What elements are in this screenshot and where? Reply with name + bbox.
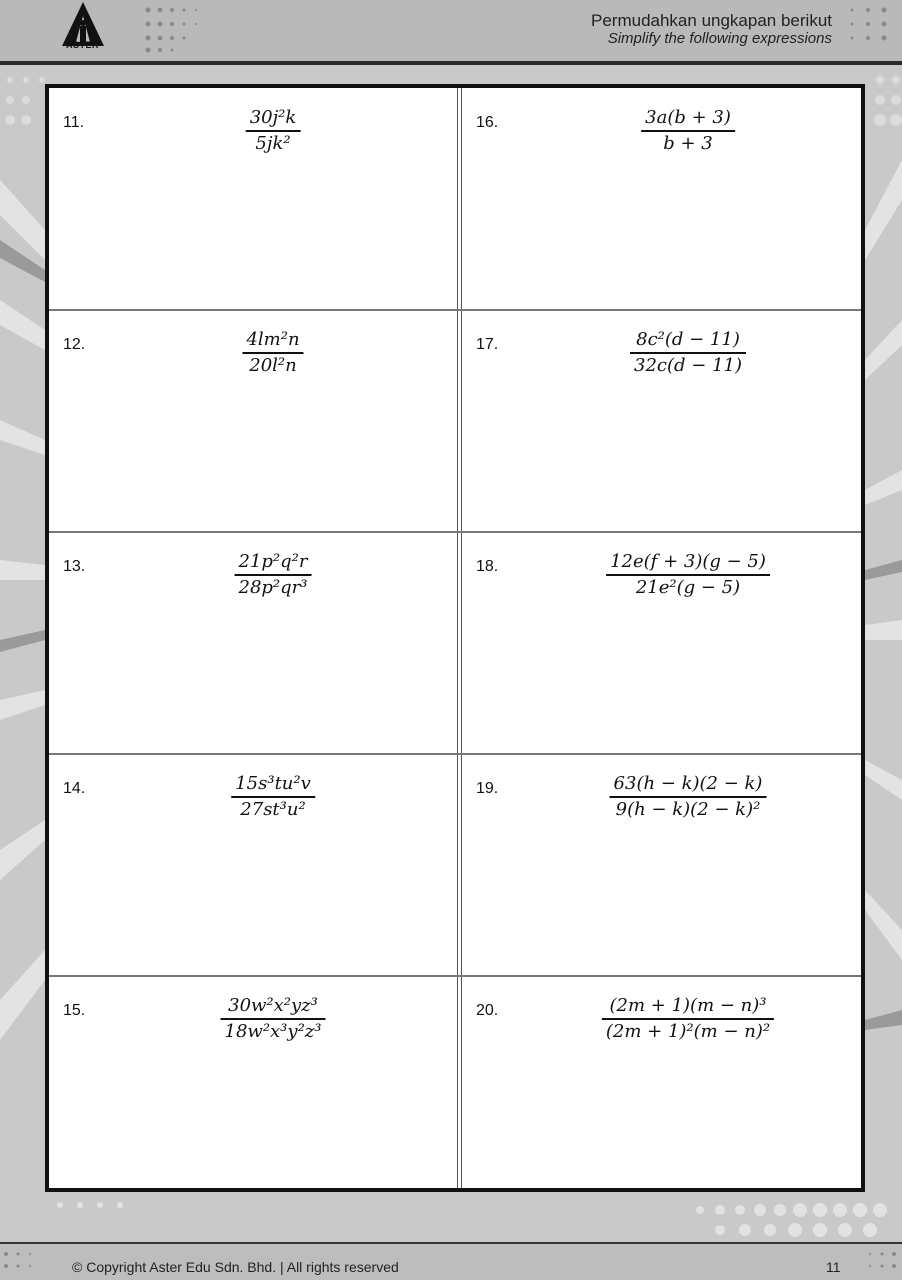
question-number: 17. [476, 336, 499, 353]
numerator: 30w²x²yz³ [228, 995, 318, 1016]
fraction-expression [602, 994, 774, 1044]
question-cell-15[interactable] [49, 976, 457, 1188]
header-divider [0, 61, 902, 65]
fraction-expression [235, 550, 312, 600]
question-cell-19[interactable] [462, 754, 861, 975]
numerator: 12e(f + 3)(g − 5) [610, 551, 766, 572]
numerator: 21p²q²r [238, 551, 308, 572]
logo-text: ASTER [66, 40, 100, 50]
denominator: 27st³u² [240, 798, 306, 820]
copyright-notice: © Copyright Aster Edu Sdn. Bhd. | All rights reserved [72, 1259, 399, 1275]
fraction-expression [641, 106, 735, 156]
footer-dot-pattern-right [862, 1248, 902, 1278]
question-number: 16. [476, 114, 499, 131]
denominator: 32c(d − 11) [634, 354, 742, 376]
fraction-expression [610, 772, 767, 822]
denominator: 28p²qr³ [238, 576, 308, 598]
question-cell-20[interactable] [462, 976, 861, 1188]
page-number: 11 [826, 1259, 841, 1275]
question-cell-12[interactable] [49, 310, 457, 531]
denominator: 21e²(g − 5) [635, 576, 741, 598]
instruction-title-malay: Permudahkan ungkapan berikut [591, 11, 832, 30]
question-cell-18[interactable] [462, 532, 861, 753]
header-dot-pattern-right [840, 4, 902, 54]
denominator: (2m + 1)²(m − n)² [605, 1020, 771, 1042]
question-number: 14. [63, 780, 86, 797]
denominator: 5jk² [255, 132, 291, 154]
question-grid [45, 84, 865, 1192]
question-number: 18. [476, 558, 499, 575]
question-cell-16[interactable] [462, 88, 861, 309]
numerator: 3a(b + 3) [645, 107, 731, 128]
fraction-expression [246, 106, 301, 156]
denominator: 18w²x³y²z³ [224, 1020, 322, 1042]
question-cell-17[interactable] [462, 310, 861, 531]
question-number: 15. [63, 1002, 86, 1019]
header-dot-pattern [140, 4, 220, 54]
aster-logo-icon [60, 2, 106, 60]
fraction-expression [242, 328, 303, 378]
question-number: 20. [476, 1002, 499, 1019]
numerator: 15s³tu²v [235, 773, 311, 794]
numerator: 4lm²n [246, 329, 300, 350]
question-cell-14[interactable] [49, 754, 457, 975]
question-number: 11. [63, 114, 85, 131]
fraction-expression [630, 328, 746, 378]
fraction-expression [606, 550, 770, 600]
fraction-expression [231, 772, 315, 822]
question-cell-11[interactable] [49, 88, 457, 309]
numerator: 30j²k [249, 107, 297, 128]
numerator: 8c²(d − 11) [636, 329, 740, 350]
footer-dot-pattern [0, 1248, 40, 1278]
denominator: 9(h − k)(2 − k)² [615, 798, 761, 820]
numerator: (2m + 1)(m − n)³ [609, 995, 767, 1016]
denominator: b + 3 [663, 132, 713, 154]
fraction-expression [221, 994, 326, 1044]
instruction-title-english: Simplify the following expressions [607, 30, 832, 47]
question-cell-13[interactable] [49, 532, 457, 753]
question-number: 19. [476, 780, 499, 797]
question-number: 12. [63, 336, 86, 353]
denominator: 20l²n [249, 354, 297, 376]
question-number: 13. [63, 558, 86, 575]
numerator: 63(h − k)(2 − k) [613, 773, 763, 794]
